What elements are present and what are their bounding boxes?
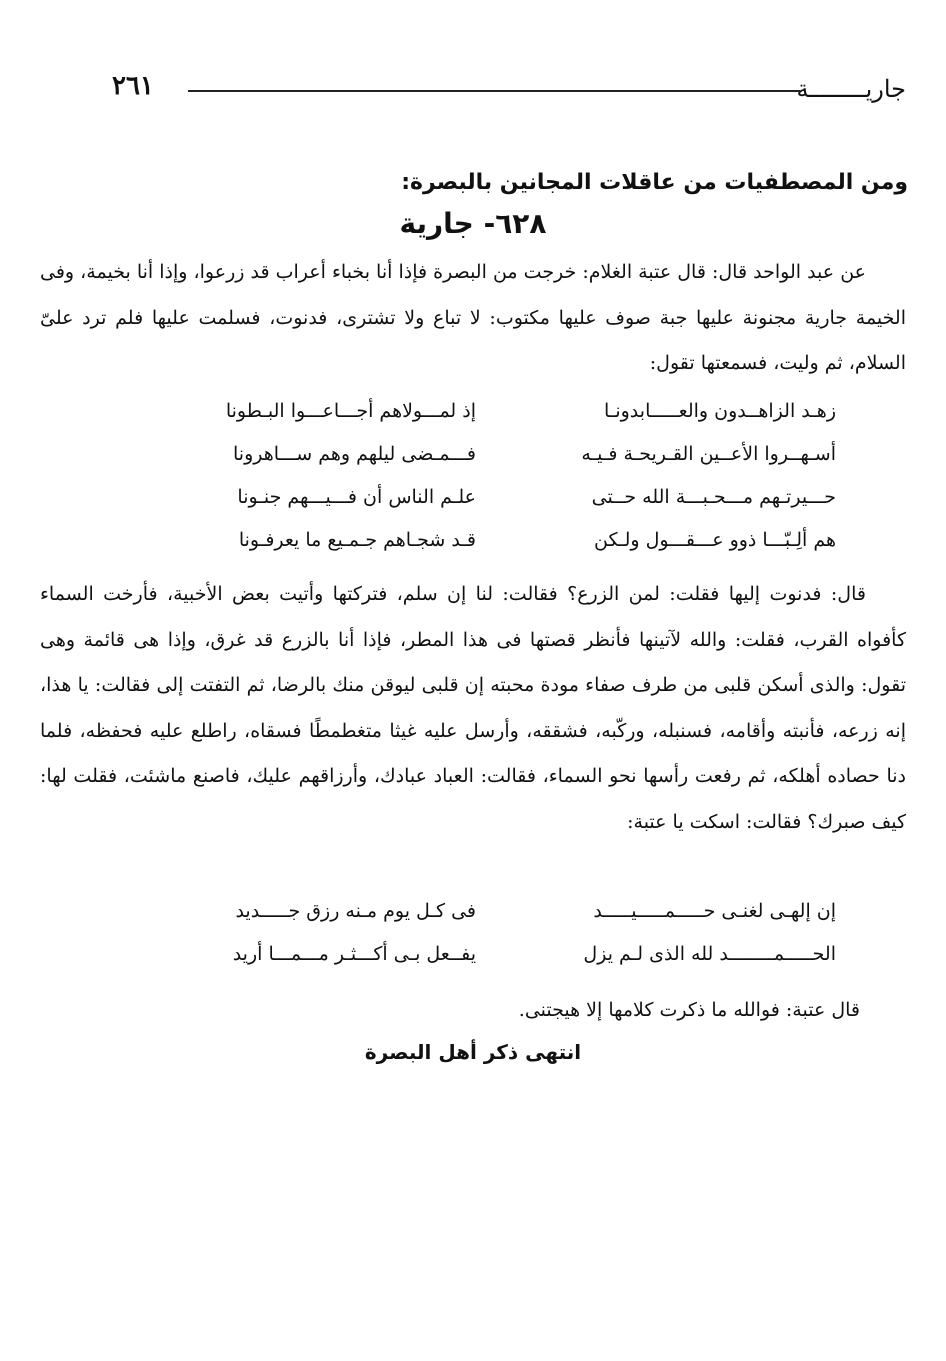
verse-first-hemistich: الحـــــمــــــــد لله الذى لـم يزل bbox=[583, 943, 836, 965]
verse-second-hemistich: يفــعل بـى أكـــثـر مـــمـــا أريد bbox=[232, 943, 476, 965]
verse-second-hemistich: إذ لمـــولاهم أجـــاعـــوا البـطونا bbox=[225, 400, 476, 422]
verse bbox=[176, 476, 836, 519]
paragraph-conclusion: قال عتبة: فوالله ما ذكرت كلامها إلا هيجتنى. bbox=[518, 999, 860, 1021]
paragraph-intro: عن عبد الواحد قال: قال عتبة الغلام: خرجت من البصرة فإذا أنا بخباء أعراب قد زرعوا، وإذا أنا بخيمة، وفى الخيمة جارية مجنونة عليها جبة صوف عليها مكتوب: لا تباع ولا تشترى، فدنوت، فسلمت عليها فلم ترد علىّ السلام، ثم وليت، فسمعتها تقول: bbox=[40, 261, 906, 374]
verse-second-hemistich: فـــمـضى ليلهم وهم ســـاهرونا bbox=[233, 443, 476, 465]
verse-first-hemistich: زهـد الزاهــدون والعـــــابدونـا bbox=[603, 400, 836, 422]
verse-first-hemistich: هم ألِـبّـــا ذوو عـــقـــول ولـكن bbox=[594, 529, 836, 551]
poem-first bbox=[176, 390, 836, 562]
verse-first-hemistich: أسـهــروا الأعــين القـريحـة فـيـه bbox=[581, 443, 836, 465]
verse-second-hemistich: فى كـل يوم مـنه رزق جـــــديد bbox=[235, 900, 476, 922]
verse bbox=[176, 890, 836, 933]
closing-line: انتهى ذكر أهل البصرة bbox=[364, 1040, 582, 1064]
verse-first-hemistich: حـــيرتـهم مـــحـبـــة الله حــتى bbox=[591, 486, 836, 508]
verse-second-hemistich: علـم الناس أن فـــيـــهم جنـونا bbox=[237, 486, 476, 508]
paragraph-story: قال: فدنوت إليها فقلت: لمن الزرع؟ فقالت: لنا إن سلم، فتركتها وأتيت بعض الأخبية، فأرخت السماء كأفواه القرب، فقلت: والله لآتينها فأنظر قصتها فى هذا المطر، فإذا أنا بالزرع قد غرق، وإذا هى قائمة وهى تقول: والذى أسكن قلبى من طرف صفاء مودة محبته إن قلبى ليوقن منك بالرضا، ثم التفتت إلى فقالت: يا هذا، إنه زرعه، فأنبته وأقامه، فسنبله، وركّبه، فشققه، وأرسل عليه غيثا متغطمطًا فسقاه، راطلع عليه فحفظه، فلما دنا حصاده أهلكه، ثم رفعت رأسها نحو السماء، فقالت: العباد عبادك، وأرزاقهم عليك، فاصنع ماشئت، فقلت لها: كيف صبرك؟ فقالت: اسكت يا عتبة: bbox=[40, 583, 906, 833]
verse-first-hemistich: إن إلهـى لغنـى حـــــمـــــيـــــد bbox=[593, 900, 836, 922]
section-heading: ومن المصطفيات من عاقلات المجانين بالبصرة: bbox=[401, 170, 908, 195]
verse bbox=[176, 933, 836, 976]
verse-second-hemistich: قـد شجـاهم جـمـيع ما يعرفـونا bbox=[238, 529, 476, 551]
header-rule bbox=[188, 90, 800, 92]
verse bbox=[176, 433, 836, 476]
verse bbox=[176, 390, 836, 433]
page-number: ٢٦١ bbox=[112, 71, 154, 101]
entry-title: ٦٢٨- جارية bbox=[399, 207, 547, 240]
verse bbox=[176, 519, 836, 562]
poem-second bbox=[176, 890, 836, 976]
running-header-title: جاريــــــــة bbox=[796, 75, 906, 103]
